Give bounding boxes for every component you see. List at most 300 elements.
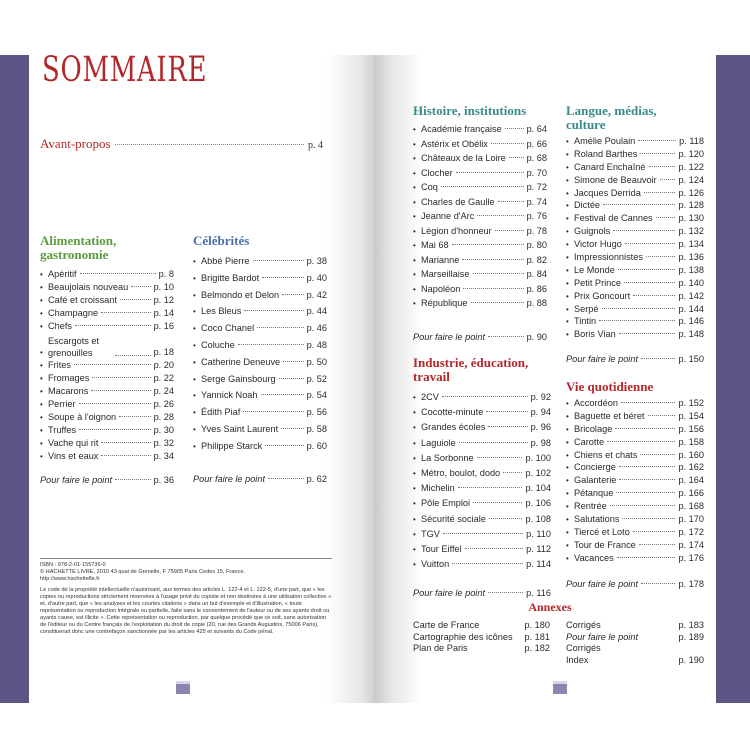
leader-dots — [486, 411, 527, 412]
toc-entry[interactable] — [566, 303, 704, 316]
leader-dots — [489, 518, 523, 519]
entry-page: p. 126 — [678, 187, 704, 198]
leader-dots — [456, 172, 524, 173]
annex-entry[interactable] — [413, 620, 550, 632]
toc-entry[interactable] — [413, 267, 547, 282]
toc-entry[interactable] — [413, 420, 551, 435]
entry-label: Simone de Beauvoir — [574, 174, 657, 185]
section-industrie — [413, 356, 551, 598]
toc-entry[interactable] — [193, 371, 327, 388]
entry-label: 2CV — [421, 392, 439, 402]
entry-page: p. 124 — [678, 174, 704, 185]
leader-dots — [442, 396, 528, 397]
bullet-icon: • — [566, 424, 569, 434]
bullet-icon: • — [566, 437, 569, 447]
entry-label: Napoléon — [421, 283, 461, 294]
toc-entry[interactable] — [413, 557, 551, 572]
leader-dots — [646, 256, 676, 257]
bullet-icon: • — [40, 283, 43, 292]
toc-entry[interactable] — [413, 180, 547, 195]
toc-entry[interactable] — [566, 526, 704, 539]
bullet-icon: • — [413, 284, 416, 294]
section-title — [566, 104, 704, 132]
entry-page: p. 162 — [678, 462, 704, 473]
bullet-icon: • — [566, 527, 569, 537]
entry-page: p. 50 — [306, 356, 327, 367]
toc-entry[interactable] — [566, 135, 704, 148]
bullet-icon: • — [413, 212, 416, 221]
bullet-icon: • — [40, 361, 43, 370]
page-title: SOMMAIRE — [42, 50, 208, 90]
entry-page: p. 10 — [153, 282, 174, 292]
toc-entry[interactable] — [40, 307, 174, 320]
toc-list — [40, 268, 174, 463]
toc-entry[interactable] — [40, 450, 174, 463]
entry-label: Rentrée — [574, 501, 607, 512]
entry-page: p. 30 — [153, 425, 174, 435]
entry-label: Boris Vian — [574, 329, 616, 340]
bullet-icon: • — [413, 408, 416, 418]
toc-entry[interactable] — [413, 481, 551, 496]
toc-entry[interactable] — [40, 437, 174, 450]
bullet-icon: • — [193, 391, 196, 401]
toc-entry[interactable] — [566, 410, 704, 423]
annexes-title: Annexes — [528, 600, 572, 614]
toc-entry[interactable] — [413, 542, 551, 557]
toc-entry[interactable] — [413, 151, 547, 166]
toc-entry-avant-propos[interactable] — [40, 136, 323, 152]
entry-label: Édith Piaf — [201, 407, 241, 418]
entry-label: TGV — [421, 528, 440, 539]
bullet-icon: • — [413, 560, 416, 570]
cover-edge-left — [0, 55, 29, 703]
bullet-icon: • — [40, 309, 43, 318]
leader-dots — [638, 140, 676, 141]
annex-entry[interactable] — [413, 632, 550, 644]
bullet-icon: • — [413, 453, 416, 463]
bullet-icon: • — [40, 270, 43, 279]
entry-page: p. 154 — [678, 410, 704, 421]
entry-label: Petit Prince — [574, 277, 621, 288]
bullet-icon: • — [413, 529, 416, 539]
toc-entry[interactable] — [566, 199, 704, 212]
entry-page: p. 156 — [678, 423, 704, 434]
toc-entry[interactable] — [566, 277, 704, 290]
bullet-icon: • — [413, 241, 416, 250]
section-title-line: culture — [566, 117, 606, 132]
toc-entry[interactable] — [566, 212, 704, 225]
bullet-icon: • — [566, 278, 569, 288]
toc-entry-pour-faire-le-point[interactable] — [413, 332, 547, 342]
bullet-icon: • — [566, 240, 569, 250]
toc-entry[interactable] — [40, 372, 174, 385]
bullet-icon: • — [566, 330, 569, 340]
toc-entry[interactable] — [566, 423, 704, 436]
bullet-icon: • — [193, 257, 196, 266]
bullet-icon: • — [566, 553, 569, 563]
leader-dots — [491, 143, 524, 144]
section-title: Histoire, institutions — [413, 103, 527, 118]
toc-entry[interactable] — [193, 337, 327, 354]
publisher-url[interactable]: http://www.hachettefle.fr — [40, 576, 100, 582]
toc-entry[interactable] — [566, 474, 704, 487]
toc-entry[interactable] — [413, 282, 547, 297]
entry-page: p. 104 — [525, 483, 551, 494]
section-alimentation — [40, 234, 174, 485]
section-title-line: Langue, médias, — [566, 103, 657, 118]
leader-dots — [613, 230, 675, 231]
entry-label: Cocotte-minute — [421, 407, 484, 418]
toc-entry[interactable] — [413, 512, 551, 527]
toc-entry[interactable] — [566, 225, 704, 238]
entry-label: Abbé Pierre — [201, 256, 250, 266]
bullet-icon: • — [566, 399, 569, 408]
leader-dots — [462, 259, 523, 260]
leader-dots — [602, 308, 676, 309]
bullet-icon: • — [40, 374, 43, 383]
toc-entry[interactable] — [193, 303, 327, 320]
entry-label: Carotte — [574, 436, 605, 447]
copyright-notice: Le code de la propriété intellectuelle n'autorisant, aux termes des articles L. 122-4 et L. 122-5, d'une part, que « les copies ou reproductions strictement réservées à l'usage privé du copiste et non destinées à une utilisation collective » et, d'autre part, que « les analyses et les courtes citations » dans un but d'exemple et d'illustration, « toute représentation ou reproduction intégrale ou partielle, faite sans le consentement de l'auteur ou de ses ayants droit ou ayants cause, est illicite ». Cette représentation ou reproduction, par quelque procédé que ce soit, sans autorisation de l'éditeur ou du Centre français de l'exploitation du droit de copie (20, rue des Grands Augustins, 75006 Paris), constituerait donc une contrefaçon sanctionnée par les articles 425 et suivants du Code pénal. — [40, 587, 332, 635]
bullet-icon: • — [193, 273, 196, 283]
toc-entry[interactable] — [193, 387, 327, 404]
toc-entry[interactable] — [413, 253, 547, 268]
entry-page: p. 72 — [526, 182, 547, 192]
entry-label: Frites — [48, 360, 71, 370]
leader-dots — [505, 128, 524, 129]
annex-entry[interactable] — [566, 632, 704, 644]
entry-label: Accordéon — [574, 398, 618, 408]
toc-list — [413, 390, 551, 572]
entry-page: p. 74 — [526, 196, 547, 207]
bullet-icon: • — [413, 514, 416, 524]
entry-label: Vacances — [574, 552, 614, 563]
entry-page: p. 148 — [678, 329, 704, 340]
leader-dots — [101, 312, 151, 313]
entry-label: Jeanne d'Arc — [421, 211, 475, 221]
toc-entry[interactable] — [566, 264, 704, 277]
entry-page: p. 8 — [158, 269, 174, 279]
leader-dots — [257, 327, 303, 328]
entry-page: p. 128 — [678, 200, 704, 211]
entry-label: Pour faire le point — [566, 631, 639, 642]
toc-entry[interactable] — [566, 449, 704, 462]
avant-propos-label: Avant-propos — [40, 136, 111, 151]
leader-dots — [115, 355, 151, 356]
toc-entry[interactable] — [40, 398, 174, 411]
toc-entry[interactable] — [40, 333, 174, 359]
toc-entry[interactable] — [566, 539, 704, 552]
toc-entry[interactable] — [566, 315, 704, 328]
entry-label: Pétanque — [574, 488, 614, 499]
leader-dots — [452, 563, 523, 564]
toc-entry[interactable] — [566, 238, 704, 251]
annex-entry[interactable] — [566, 620, 704, 632]
entry-page: p. 84 — [526, 269, 547, 279]
entry-label: Grandes écoles — [421, 422, 486, 433]
toc-entry[interactable] — [566, 487, 704, 500]
entry-label: Impressionnistes — [574, 252, 643, 263]
toc-entry[interactable] — [40, 424, 174, 437]
toc-list — [193, 253, 327, 455]
bullet-icon: • — [413, 125, 416, 134]
toc-entry[interactable] — [566, 552, 704, 565]
leader-dots — [633, 295, 675, 296]
toc-entry[interactable] — [413, 436, 551, 451]
toc-entry[interactable] — [413, 195, 547, 210]
bullet-icon: • — [193, 340, 196, 350]
entry-page: p. 48 — [306, 339, 327, 350]
bullet-icon: • — [193, 441, 196, 451]
bullet-icon: • — [193, 324, 196, 334]
toc-entry[interactable] — [193, 270, 327, 287]
entry-label: Amélie Poulain — [574, 136, 636, 146]
leader-dots — [74, 364, 151, 365]
leader-dots — [268, 478, 304, 479]
toc-entry[interactable] — [413, 122, 547, 137]
leader-dots — [617, 557, 676, 558]
leader-dots — [641, 583, 675, 584]
toc-entry-pour-faire-le-point[interactable] — [566, 354, 704, 364]
toc-entry[interactable] — [566, 513, 704, 526]
leader-dots — [282, 294, 303, 295]
toc-entry-pour-faire-le-point[interactable] — [193, 474, 327, 484]
toc-entry[interactable] — [40, 359, 174, 372]
entry-page: p. 108 — [525, 513, 551, 524]
bullet-icon: • — [566, 463, 569, 473]
toc-entry[interactable] — [566, 174, 704, 187]
entry-page: p. 130 — [678, 213, 704, 224]
section-langue — [566, 104, 704, 364]
entry-page: p. 102 — [525, 467, 551, 478]
toc-entry[interactable] — [413, 405, 551, 420]
toc-entry[interactable] — [413, 390, 551, 405]
entry-page: p. 160 — [678, 449, 704, 460]
toc-entry[interactable] — [40, 320, 174, 333]
toc-entry-pour-faire-le-point[interactable] — [40, 475, 174, 485]
leader-dots — [639, 544, 676, 545]
entry-label: Pour faire le point — [40, 475, 113, 485]
entry-page: p. 92 — [530, 392, 551, 402]
entry-page: p. 120 — [678, 148, 704, 159]
entry-label: Festival de Cannes — [574, 213, 653, 224]
annex-entry[interactable] — [413, 643, 550, 655]
entry-page: p. 134 — [678, 239, 704, 250]
entry-page: p. 140 — [678, 277, 704, 288]
entry-page: p. 42 — [306, 289, 327, 300]
leader-dots — [616, 492, 675, 493]
toc-entry[interactable] — [566, 161, 704, 174]
toc-entry[interactable] — [413, 496, 551, 511]
leader-dots — [660, 179, 676, 180]
entry-page: p. 24 — [153, 386, 174, 396]
bullet-icon: • — [40, 400, 43, 409]
toc-entry[interactable] — [566, 251, 704, 264]
toc-entry[interactable] — [566, 461, 704, 474]
entry-page: p. 138 — [678, 264, 704, 275]
entry-label: Tiercé et Loto — [574, 526, 630, 537]
leader-dots — [640, 454, 675, 455]
entry-page: p. 98 — [530, 437, 551, 448]
entry-page: p. 144 — [678, 303, 704, 314]
toc-entry[interactable] — [413, 451, 551, 466]
leader-dots — [79, 403, 151, 404]
toc-entry[interactable] — [566, 187, 704, 200]
toc-list — [566, 135, 704, 341]
toc-entry[interactable] — [413, 166, 547, 181]
entry-page: p. 22 — [153, 373, 174, 383]
leader-dots — [120, 299, 151, 300]
toc-entry[interactable] — [566, 500, 704, 513]
toc-entry[interactable] — [413, 209, 547, 224]
entry-label: Fromages — [48, 373, 90, 383]
leader-dots — [443, 533, 523, 534]
bullet-icon: • — [40, 413, 43, 422]
toc-entry-pour-faire-le-point[interactable] — [566, 579, 704, 589]
leader-dots — [477, 215, 523, 216]
leader-dots — [509, 157, 524, 158]
entry-label: Apéritif — [48, 269, 77, 279]
entry-page: p. 14 — [153, 308, 174, 318]
toc-entry-pour-faire-le-point[interactable] — [413, 588, 551, 598]
entry-page: p. 88 — [526, 298, 547, 308]
entry-label: Jacques Derrida — [574, 187, 641, 198]
entry-page: p. 86 — [526, 283, 547, 294]
bullet-icon: • — [566, 137, 569, 146]
entry-page: p. 76 — [526, 211, 547, 221]
entry-label: Escargots et grenouilles — [48, 336, 100, 358]
bullet-icon: • — [566, 214, 569, 224]
entry-label: Dictée — [574, 200, 601, 211]
entry-page: p. 180 — [524, 620, 550, 630]
section-title-line: Industrie, éducation, — [413, 355, 529, 370]
bullet-icon: • — [413, 197, 416, 207]
bullet-icon: • — [193, 374, 196, 384]
entry-label: Beaujolais nouveau — [48, 282, 129, 292]
toc-entry[interactable] — [413, 224, 547, 239]
entry-page: p. 152 — [678, 398, 704, 408]
entry-page: p. 142 — [678, 290, 704, 301]
toc-entry[interactable] — [40, 294, 174, 307]
entry-page: p. 178 — [678, 578, 704, 589]
entry-page: p. 68 — [526, 153, 547, 163]
entry-page: p. 116 — [526, 588, 551, 599]
entry-page: p. 106 — [525, 498, 551, 509]
leader-dots — [80, 273, 156, 274]
section-title-line: gastronomie — [40, 247, 109, 262]
bullet-icon: • — [40, 439, 43, 448]
entry-label: Yannick Noah — [201, 390, 258, 401]
entry-page: p. 96 — [530, 422, 551, 433]
entry-page: p. 90 — [526, 331, 547, 342]
entry-page: p. 80 — [526, 240, 547, 250]
leader-dots — [603, 204, 675, 205]
toc-entry[interactable] — [566, 290, 704, 303]
leader-dots — [619, 466, 676, 467]
toc-entry[interactable] — [566, 148, 704, 161]
bullet-icon: • — [413, 154, 416, 163]
toc-entry[interactable] — [566, 328, 704, 341]
entry-label: Académie française — [421, 124, 502, 134]
entry-page: p. 28 — [153, 412, 174, 422]
bullet-icon: • — [413, 438, 416, 448]
leader-dots — [619, 479, 675, 480]
toc-list — [566, 397, 704, 565]
bullet-icon: • — [566, 162, 569, 172]
toc-entry[interactable] — [413, 238, 547, 253]
toc-entry[interactable] — [413, 296, 547, 311]
toc-entry[interactable] — [413, 527, 551, 542]
entry-label: Corrigés — [566, 643, 601, 653]
entry-label: Belmondo et Delon — [201, 289, 280, 300]
toc-entry[interactable] — [193, 354, 327, 371]
toc-entry[interactable] — [40, 268, 174, 281]
entry-page: p. 158 — [678, 436, 704, 447]
bullet-icon: • — [566, 253, 569, 263]
toc-entry[interactable] — [566, 436, 704, 449]
bullet-icon: • — [413, 255, 416, 265]
bullet-icon: • — [40, 426, 43, 435]
leader-dots — [624, 282, 675, 283]
bullet-icon: • — [413, 544, 416, 554]
bullet-icon: • — [413, 423, 416, 433]
entry-label: Marseillaise — [421, 269, 470, 279]
leader-dots — [459, 442, 528, 443]
entry-page: p. 176 — [678, 552, 704, 563]
toc-entry[interactable] — [193, 404, 327, 421]
leader-dots — [619, 333, 676, 334]
bullet-icon: • — [40, 387, 43, 396]
entry-page: p. 16 — [153, 321, 174, 331]
toc-entry[interactable] — [193, 287, 327, 304]
entry-label: Métro, boulot, dodo — [421, 467, 501, 478]
entry-label: Mai 68 — [421, 240, 449, 250]
bullet-icon: • — [566, 149, 569, 159]
entry-label: Clocher — [421, 167, 453, 178]
bullet-icon: • — [413, 299, 416, 308]
entry-page: p. 132 — [678, 226, 704, 237]
toc-entry[interactable] — [413, 466, 551, 481]
toc-entry[interactable] — [566, 397, 704, 410]
entry-label: Pour faire le point — [193, 473, 266, 484]
annex-entry[interactable] — [566, 643, 704, 655]
toc-entry[interactable] — [40, 385, 174, 398]
leader-dots — [649, 166, 676, 167]
entry-page: p. 20 — [153, 360, 174, 370]
entry-page: p. 183 — [678, 620, 704, 630]
toc-entry[interactable] — [193, 253, 327, 270]
publisher-address: © HACHETTE LIVRE, 2010 43 quai de Grenelle, F 75905 Paris Cedex 15, France. — [40, 569, 245, 575]
bullet-icon: • — [193, 424, 196, 434]
toc-entry[interactable] — [193, 421, 327, 438]
leader-dots — [633, 531, 676, 532]
bullet-icon: • — [413, 393, 416, 402]
toc-entry[interactable] — [193, 438, 327, 455]
toc-entry[interactable] — [40, 281, 174, 294]
toc-entry[interactable] — [40, 411, 174, 424]
toc-entry[interactable] — [193, 320, 327, 337]
leader-dots — [244, 310, 303, 311]
entry-label: Philippe Starck — [201, 440, 263, 451]
bullet-icon: • — [40, 296, 43, 305]
entry-page: p. 66 — [526, 138, 547, 149]
toc-entry[interactable] — [413, 137, 547, 152]
bullet-icon: • — [566, 489, 569, 499]
bullet-icon: • — [566, 502, 569, 512]
annex-entry[interactable] — [566, 655, 704, 667]
entry-page: p. 182 — [524, 643, 550, 653]
bullet-icon: • — [413, 499, 416, 509]
